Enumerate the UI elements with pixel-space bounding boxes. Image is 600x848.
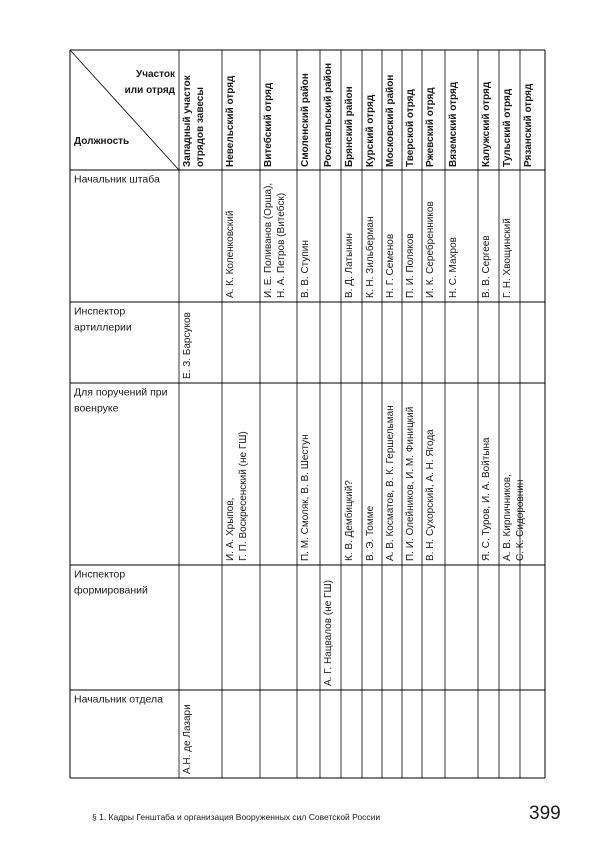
row-label: Инспектор <box>74 568 126 581</box>
table-cell: П. И. Олейников, И. М. Финицкий <box>405 406 417 561</box>
corner-header-top: Участок <box>135 69 175 80</box>
table-cell: А. Г. Нацвалов (не ГШ) <box>323 580 335 686</box>
row-label: Начальник отдела <box>74 693 163 706</box>
row-label: Начальник штаба <box>74 173 160 186</box>
page-number: 399 <box>529 803 561 824</box>
row-label: Для поручений при <box>74 386 168 399</box>
table-cell: К. Н. Зильберман <box>365 216 377 298</box>
table-cell: В. Э. Томме <box>365 505 377 561</box>
column-header: Тверской отряд <box>405 89 417 167</box>
table-cell: Н. А. Петров (Витебск) <box>276 192 288 298</box>
table-cell: Я. С. Туров, И. А. Войтына <box>481 437 493 561</box>
table-cell: А. К. Коленковский <box>225 210 237 298</box>
corner-diagonal <box>70 50 179 170</box>
footer-text: § 1. Кадры Генштаба и организация Вооруженных сил Советской России <box>92 812 381 822</box>
table-cell: К. В. Дембицкий? <box>344 480 356 561</box>
column-header: Западный участок <box>182 75 194 167</box>
table-cell: В. Н. Сухорский, А. Н. Ягода <box>425 429 437 561</box>
table-cell: П. М. Смоляк, В. В. Шестун <box>300 434 312 561</box>
table-cell: Г. Н. Хвощинский <box>502 218 514 298</box>
corner-header-bottom: Должность <box>74 136 130 147</box>
column-header: Рязанский отряд <box>523 83 535 167</box>
column-header: Вяземский отряд <box>448 81 460 167</box>
column-header: Тульский отряд <box>502 88 514 167</box>
row-label: Инспектор <box>74 305 126 318</box>
table-cell: И. А. Хрыпов, <box>225 497 237 561</box>
table-cell: В. В. Ступин <box>300 240 312 298</box>
table-cell: Н. Г. Семенов <box>385 233 397 298</box>
row-label: военруке <box>74 402 119 415</box>
column-header: Ржевский отряд <box>425 87 437 167</box>
column-header: Московский район <box>385 74 397 167</box>
table-cell: А. В. Косматов, В. К. Гершельман <box>385 405 397 561</box>
table-cell: Г. П. Воскресенский (не ГШ) <box>238 431 250 561</box>
table-cell: Е. З. Барсуков <box>182 312 194 379</box>
table-cell: И. Е. Поливанов (Орша), <box>263 182 275 298</box>
corner-header-top: или отряд <box>124 85 175 96</box>
table-cell: П. И. Поляков <box>405 233 417 298</box>
row-label: артиллерии <box>74 321 132 334</box>
column-header: Смоленский район <box>300 73 312 167</box>
table-cell: А. В. Кирпичников, <box>502 474 514 561</box>
row-label: формирований <box>74 584 148 597</box>
column-header: Витебский отряд <box>263 82 275 167</box>
column-header: Рославльский район <box>323 63 335 167</box>
table-cell: С. К. Сидоровнин <box>515 479 527 561</box>
table-cell: И. К. Серебренников <box>425 201 437 298</box>
column-header: Калужский отряд <box>481 81 493 167</box>
column-header: Невельский отряд <box>225 75 237 167</box>
table-cell: А.Н. де Лазари <box>182 704 194 774</box>
column-header: Брянский район <box>344 86 356 167</box>
table-cell: Н. С. Махров <box>448 237 460 298</box>
table-cell: В. В. Сергеев <box>481 235 493 298</box>
column-header: отрядов завесы <box>195 87 207 167</box>
table-cell: В. Д. Латынин <box>344 233 356 298</box>
column-header: Курский отряд <box>365 94 377 167</box>
